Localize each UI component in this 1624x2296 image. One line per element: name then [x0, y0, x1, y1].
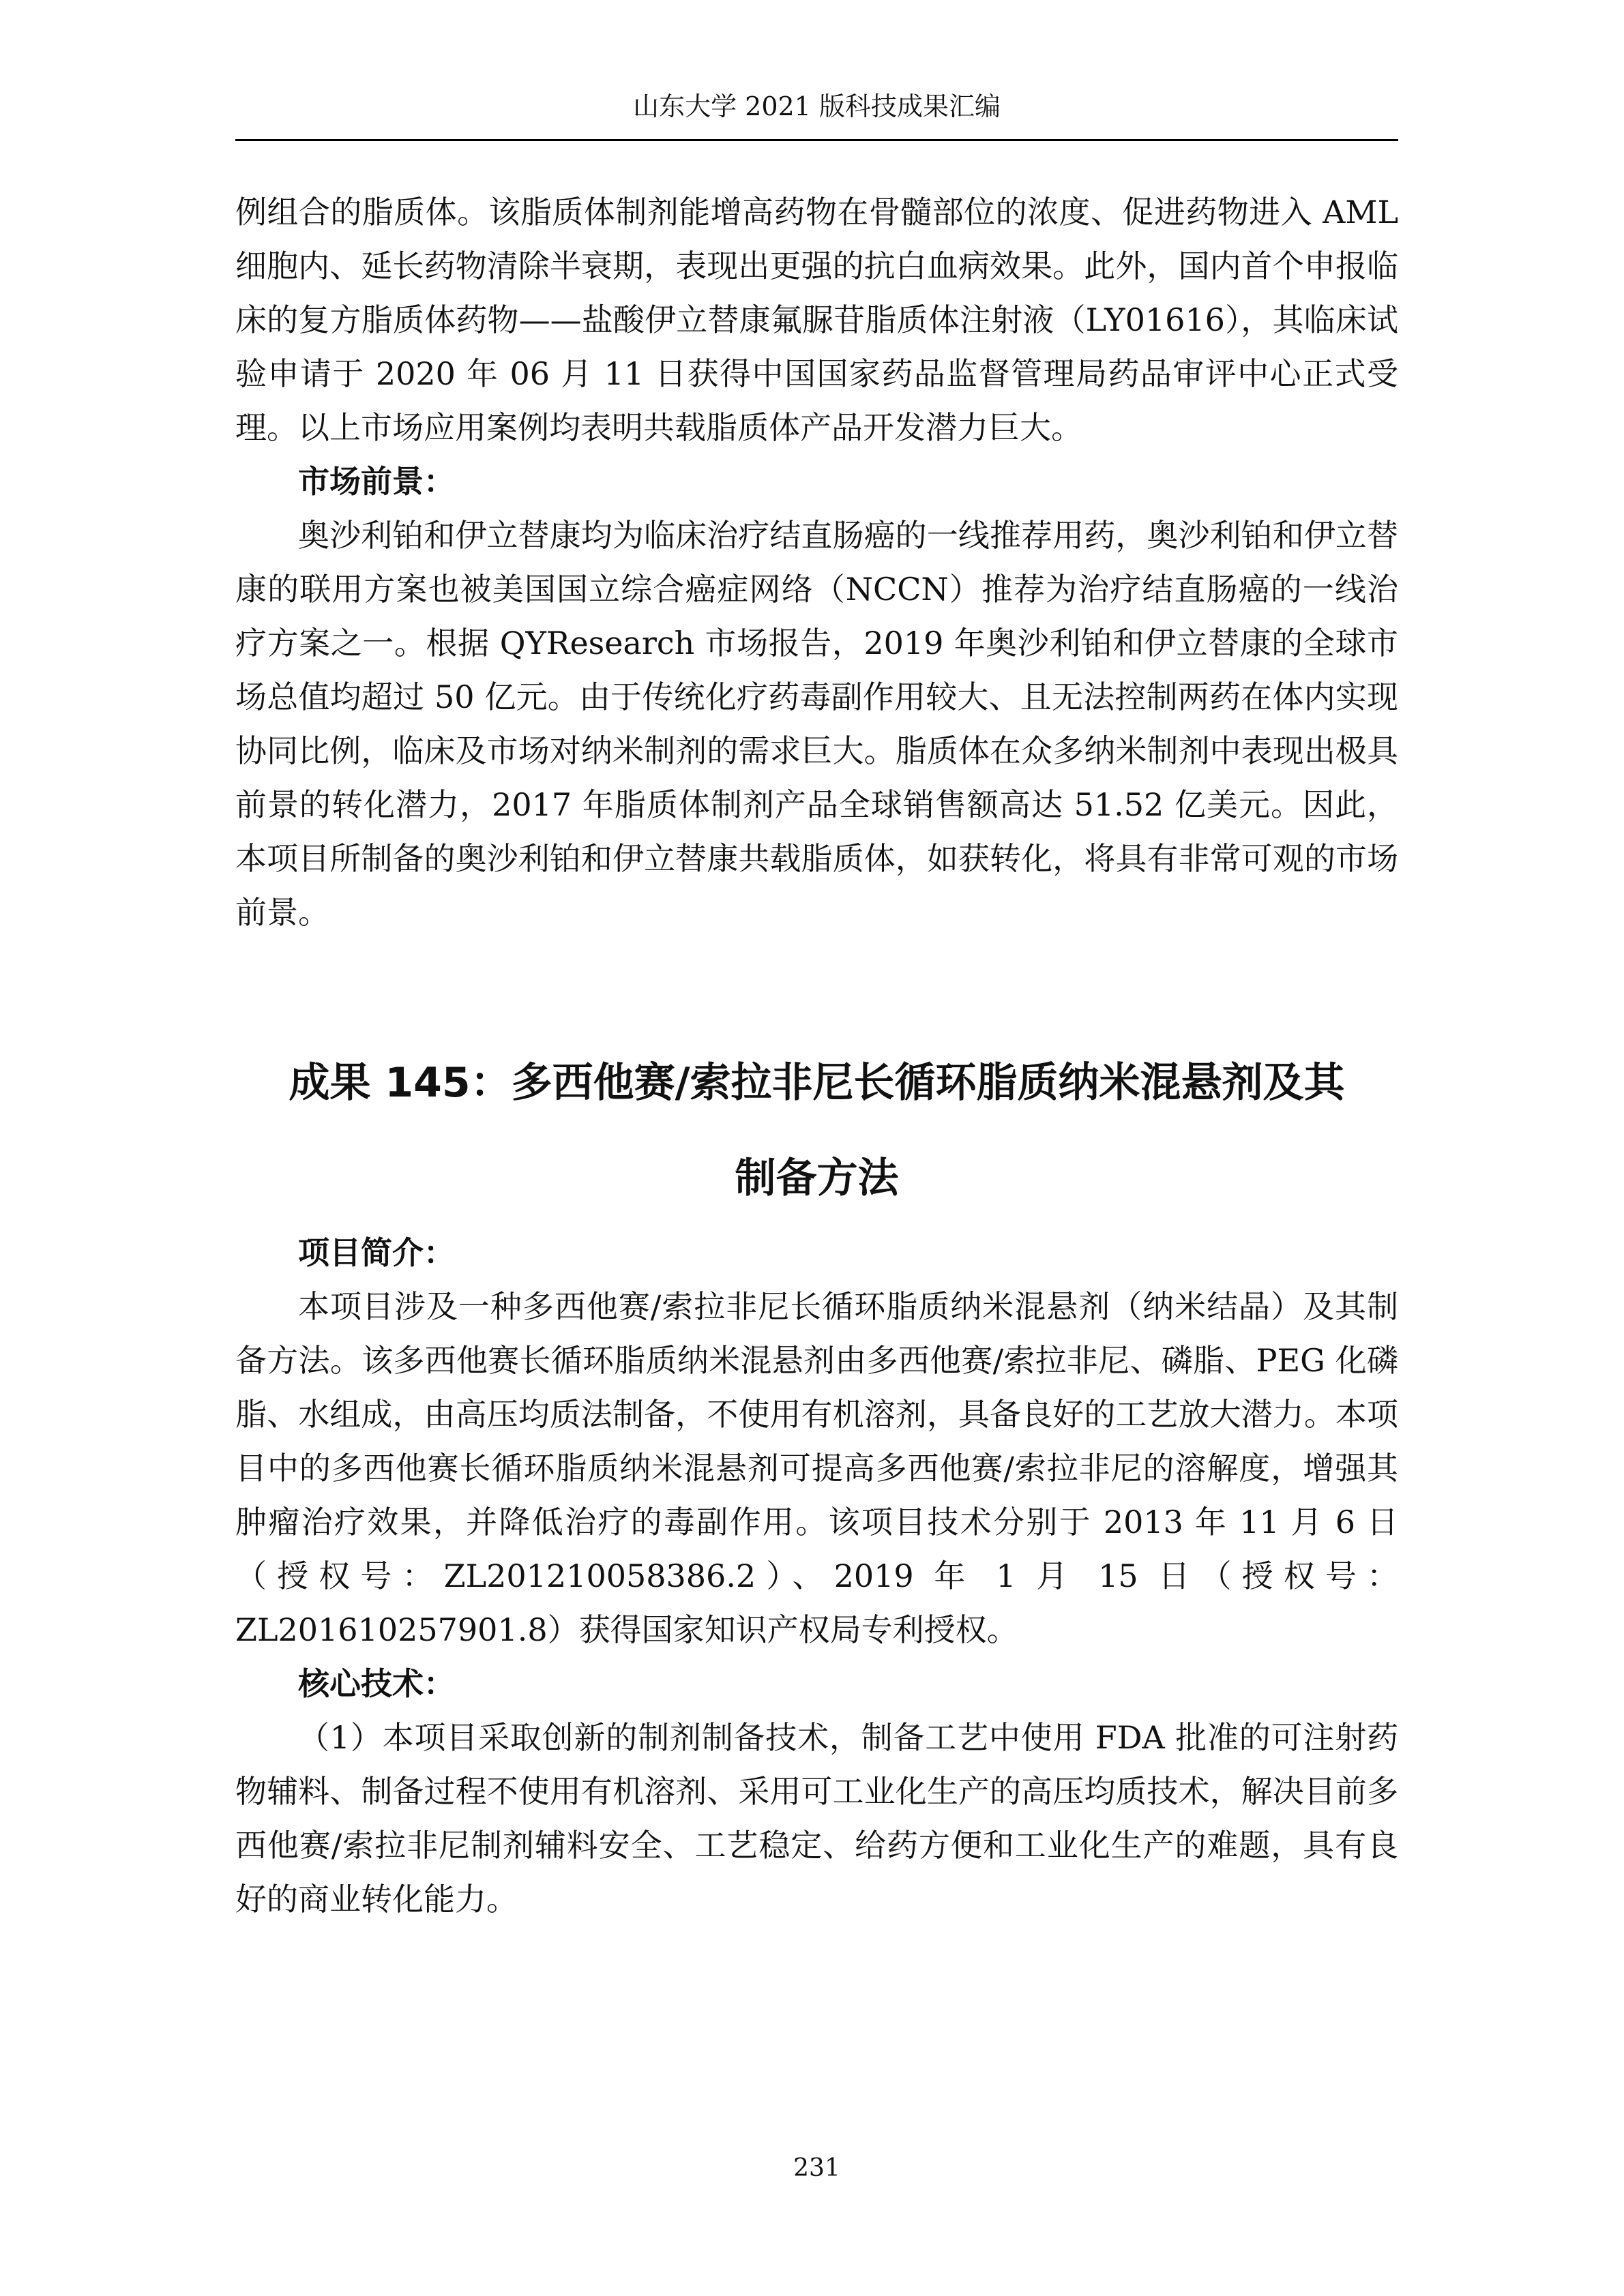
- market-heading: 市场前景：: [298, 463, 455, 500]
- market-paragraph: 奥沙利铂和伊立替康均为临床治疗结直肠癌的一线推荐用药，奥沙利铂和伊立替康的联用方案也被美国国立综合癌症网络（NCCN）推荐为治疗结直肠癌的一线治疗方案之一。根据 QYResearch 市场报告，2019 年奥沙利铂和伊立替康的全球市场总值均超过 50 亿元。由于传统化疗药毒副作用较大、且无法控制两药在体内实现协同比例，临床及市场对纳米制剂的需求巨大。脂质体在众多纳米制剂中表现出极具前景的转化潜力，2017 年脂质体制剂产品全球销售额高达 51.52 亿美元。因此，本项目所制备的奥沙利铂和伊立替康共载脂质体，如获转化，将具有非常可观的市场前景。: [235, 517, 1398, 931]
- project-intro-paragraph: 本项目涉及一种多西他赛/索拉非尼长循环脂质纳米混悬剂（纳米结晶）及其制备方法。该多西他赛长循环脂质纳米混悬剂由多西他赛/索拉非尼、磷脂、PEG 化磷脂、水组成，由高压均质法制备，不使用有机溶剂，具备良好的工艺放大潜力。本项目中的多西他赛长循环脂质纳米混悬剂可提高多西他赛/索拉非尼的溶解度，增强其肿瘤治疗效果，并降低治疗的毒副作用。该项目技术分别于 2013 年 11 月 6 日（授权号：ZL201210058386.2）、2019 年 1 月 15 日（授权号：ZL201610257901.8）获得国家知识产权局专利授权。: [235, 1288, 1398, 1648]
- page-number: 231: [793, 2154, 840, 2182]
- section-spacer: [235, 940, 1398, 1035]
- page-content: [235, 185, 1398, 1926]
- header-divider: [235, 139, 1398, 141]
- core-tech-paragraph: （1）本项目采取创新的制剂制备技术，制备工艺中使用 FDA 批准的可注射药物辅料、制备过程不使用有机溶剂、采用可工业化生产的高压均质技术，解决目前多西他赛/索拉非尼制剂辅料安全、工艺稳定、给药方便和工业化生产的难题，具有良好的商业转化能力。: [235, 1719, 1398, 1918]
- core-tech-heading: 核心技术：: [298, 1665, 455, 1702]
- achievement-title-line2: 制备方法: [735, 1154, 899, 1202]
- running-header: 山东大学 2021 版科技成果汇编: [633, 91, 1001, 121]
- achievement-title-line1: 成果 145：多西他赛/索拉非尼长循环脂质纳米混悬剂及其: [289, 1059, 1345, 1107]
- intro-paragraph: 例组合的脂质体。该脂质体制剂能增高药物在骨髓部位的浓度、促进药物进入 AML 细胞内、延长药物清除半衰期，表现出更强的抗白血病效果。此外，国内首个申报临床的复方脂质体药物——盐酸伊立替康氟脲苷脂质体注射液（LY01616），其临床试验申请于 2020 年 06 月 11 日获得中国国家药品监督管理局药品审评中心正式受理。以上市场应用案例均表明共载脂质体产品开发潜力巨大。: [235, 194, 1398, 446]
- project-intro-heading: 项目简介：: [298, 1234, 455, 1271]
